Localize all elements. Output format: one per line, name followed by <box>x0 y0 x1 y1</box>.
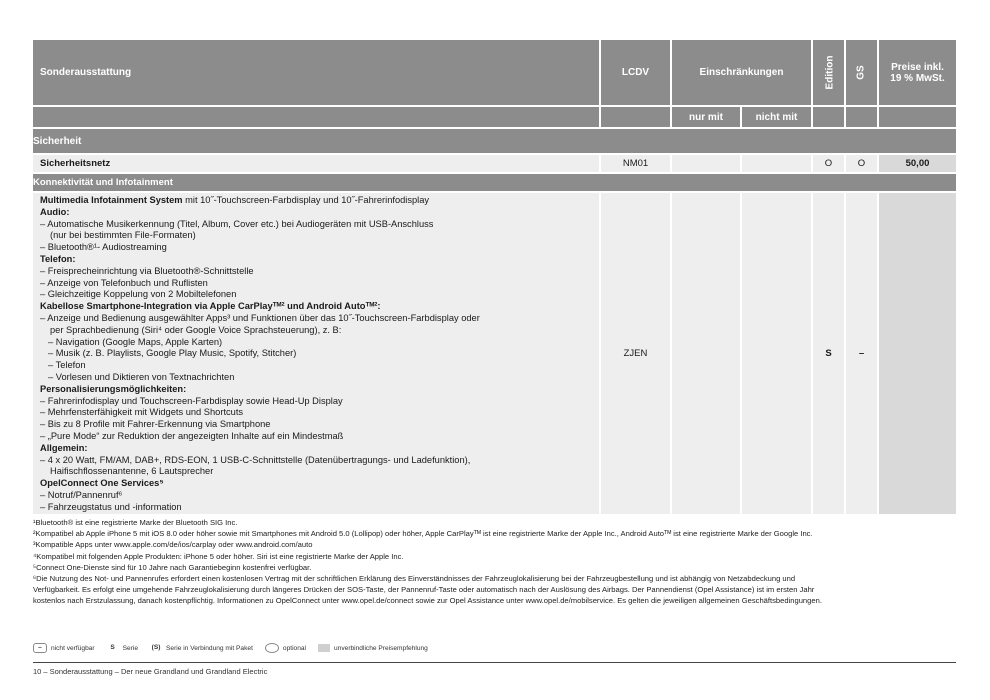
option-price <box>878 192 956 514</box>
description-line: – Freisprecheinrichtung via Bluetooth®-Schnittstelle <box>40 265 254 276</box>
table-subheader-row <box>33 106 956 128</box>
description-line: – 4 x 20 Watt, FM/AM, DAB+, RDS-EON, 1 USB-C-Schnittstelle (Datenübertragungs- und Ladefunktion), <box>40 454 471 465</box>
description-line: OpelConnect One Services⁵ <box>40 478 164 489</box>
legend-symbol: O <box>265 643 279 653</box>
option-edition: S <box>812 192 845 514</box>
legend-label: unverbindliche Preisempfehlung <box>334 644 428 652</box>
description-line: (nur bei bestimmten File-Formaten) <box>50 230 196 241</box>
description-line: Allgemein: <box>40 442 88 453</box>
description-line: Audio: <box>40 206 70 217</box>
section-connectivity <box>33 173 956 192</box>
option-gs: – <box>845 192 878 514</box>
legend-label: Serie <box>122 644 139 652</box>
description-line: – „Pure Mode“ zur Reduktion der angezeigten Inhalte auf ein Mindestmaß <box>40 430 344 441</box>
header-price: Preise inkl. 19 % MwSt. <box>878 40 956 106</box>
header-edition: Edition <box>812 40 845 106</box>
description-line: Telefon: <box>40 253 76 264</box>
description-line: – Bis zu 8 Profile mit Fahrer-Erkennung via Smartphone <box>40 419 271 430</box>
description-line: – Fahrerinfodisplay und Touchscreen-Farbdisplay sowie Head-Up Display <box>40 395 343 406</box>
legend-standard <box>107 644 138 652</box>
footnote: ⁵Connect One-Dienste sind für 10 Jahre nach Garantiebeginn kostenfrei verfügbar. <box>33 562 312 572</box>
option-only-with <box>671 192 741 514</box>
footnote: kostenlos nach Erstzulassung, danach kostenpflichtig. Informationen zu OpelConnect unter www.opel.de/connect sowie zur Opel Assistance unter www.opel.de/mobilservice. Es gelten die jeweiligen allgemeinen Geschäftsbedingungen. <box>33 596 822 606</box>
legend-package <box>150 644 253 652</box>
legend-label: optional <box>282 644 307 652</box>
description-line: – Musik (z. B. Playlists, Google Play Music, Spotify, Stitcher) <box>48 348 297 359</box>
description-line: – Telefon <box>48 360 86 371</box>
description-line: – Anzeige und Bedienung ausgewählter Apps³ und Funktionen über das 10˝-Touchscreen-Farbdisplay oder <box>40 312 480 323</box>
footnotes <box>33 517 958 607</box>
legend-symbol: (S) <box>151 644 161 651</box>
subheader-not-with: nicht mit <box>741 106 812 128</box>
description-line: Personalisierungsmöglichkeiten: <box>40 383 187 394</box>
subheader-only-with: nur mit <box>671 106 741 128</box>
legend-optional <box>265 643 306 653</box>
description-line: – Mehrfensterfähigkeit mit Widgets und Shortcuts <box>40 407 244 418</box>
section-title: Sicherheit <box>33 128 956 154</box>
option-not-with <box>741 192 812 514</box>
legend <box>33 643 440 653</box>
option-code: NM01 <box>600 154 671 173</box>
table-row <box>33 192 956 514</box>
legend-grey-swatch-icon <box>318 644 330 652</box>
page-footer: 10 – Sonderausstattung – Der neue Grandland und Grandland Electric <box>33 667 268 676</box>
footnote: ⁶Die Nutzung des Not- und Pannenrufes erfordert einen kostenlosen Vertrag mit der schriftlichen Erklärung des Einverständnisses der Fahrzeuglokalisierung bei der Fahrzeugbestellung und ist abhängig von Netzabdeckung und <box>33 574 796 584</box>
description-line: – Automatische Musikerkennung (Titel, Album, Cover etc.) bei Audiogeräten mit USB-Anschluss <box>40 218 434 229</box>
legend-symbol: S <box>110 644 115 651</box>
description-line: Haifischflossenantenne, 6 Lautsprecher <box>50 466 214 477</box>
legend-label: nicht verfügbar <box>51 644 95 652</box>
option-description: Multimedia Infotainment System mit 10˝-Touchscreen-Farbdisplay und 10˝-Fahrerinfodisplay Audio: – Automatische Musikerkennung (Titel, Album, Cover etc.) bei Audiogeräten mit USB-Anschluss (nur bei bestimmten File-Formaten) – Bluetooth®¹- Audiostreaming Telefon: – Freisprecheinrichtung via Bluetooth®-Schnittstelle – Anzeige von Telefonbuch und Ruflisten – Gleichzeitige Koppelung von 2 Mobiltelefonen Kabellose Smartphone-Integration via Apple CarPlayᵀᴹ² und Android Autoᵀᴹ²: – Anzeige und Bedienung ausgewählter Apps³ und Funktionen über das 10˝-Touchscreen-Farbdisplay oder per Sprachbedienung (Siri⁴ oder Google Voice Sprachsteuerung), z. B: – Navigation (Google Maps, Apple Karten) – Musik (z. B. Playlists, Google Play Music, Spotify, Stitcher) – Telefon – Vorlesen und Diktieren von Textnachrichten Personalisierungsmöglichkeiten: – Fahrerinfodisplay und Touchscreen-Farbdisplay sowie Head-Up Display – Mehrfensterfähigkeit mit Widgets und Shortcuts – Bis zu 8 Profile mit Fahrer-Erkennung via Smartphone – „Pure Mode“ zur Reduktion der angezeigten Inhalte auf ein Mindestmaß Allgemein: – 4 x 20 Watt, FM/AM, DAB+, RDS-EON, 1 USB-C-Schnittstelle (Datenübertragungs- und Ladefunktion), Haifischflossenantenne, 6 Lautsprecher OpelConnect One Services⁵ – Notruf/Pannenruf⁶ – Fahrzeugstatus und -information <box>33 192 600 514</box>
option-edition: O <box>812 154 845 173</box>
description-line: – Notruf/Pannenruf⁶ <box>40 489 123 500</box>
header-restrictions: Einschränkungen <box>671 40 812 106</box>
description-line: – Anzeige von Telefonbuch und Ruflisten <box>40 277 208 288</box>
options-table <box>33 40 956 514</box>
section-safety <box>33 128 956 154</box>
legend-not-available <box>33 643 95 653</box>
footnote: ²Kompatibel ab Apple iPhone 5 mit iOS 8.0 oder höher sowie mit Smartphones mit Android 5.0 (Lollipop) oder höher, Apple CarPlayᵀᴹ ist eine registrierte Marke der Apple Inc., Android Autoᵀᴹ ist eine registrierte Marke der Google Inc. <box>33 529 813 539</box>
description-line: Kabellose Smartphone-Integration via Apple CarPlayᵀᴹ² und Android Autoᵀᴹ²: <box>40 301 381 312</box>
header-gs: GS <box>845 40 878 106</box>
option-code: ZJEN <box>600 192 671 514</box>
footnote: ⁴Kompatibel mit folgenden Apple Produkten: iPhone 5 oder höher. Siri ist eine registrierte Marke der Apple Inc. <box>33 551 404 561</box>
description-line: – Bluetooth®¹- Audiostreaming <box>40 242 167 253</box>
description-line: – Navigation (Google Maps, Apple Karten) <box>48 336 223 347</box>
footnote: ³Kompatible Apps unter www.apple.com/de/ios/carplay oder www.android.com/auto <box>33 540 313 550</box>
option-name: Sicherheitsnetz <box>33 154 600 173</box>
footnote: ¹Bluetooth® ist eine registrierte Marke der Bluetooth SIG Inc. <box>33 518 238 527</box>
footnote: Verfügbarkeit. Es erfolgt eine umgehende Fahrzeuglokalisierung durch längeres Drücken der SOS-Taste, der Pannenruf-Taste oder automatisch nach der Auslösung des Airbags. Der Pannendienst (Opel Assistance) ist im ersten Jahr <box>33 585 815 595</box>
header-option: Sonderausstattung <box>33 40 600 106</box>
header-lcdv: LCDV <box>600 40 671 106</box>
description-line: – Vorlesen und Diktieren von Textnachrichten <box>48 371 235 382</box>
option-only-with <box>671 154 741 173</box>
table-row <box>33 154 956 173</box>
description-line: per Sprachbedienung (Siri⁴ oder Google Voice Sprachsteuerung), z. B: <box>50 324 342 335</box>
description-line: – Fahrzeugstatus und -information <box>40 501 182 512</box>
section-title: Konnektivität und Infotainment <box>33 173 956 192</box>
option-price: 50,00 <box>878 154 956 173</box>
option-not-with <box>741 154 812 173</box>
legend-symbol: – <box>33 643 47 653</box>
table-header-row <box>33 40 956 106</box>
option-gs: O <box>845 154 878 173</box>
footer-divider <box>33 662 956 663</box>
legend-label: Serie in Verbindung mit Paket <box>166 644 253 652</box>
description-line: – Gleichzeitige Koppelung von 2 Mobiltelefonen <box>40 289 237 300</box>
legend-price <box>318 644 428 652</box>
options-table-container <box>33 40 956 514</box>
